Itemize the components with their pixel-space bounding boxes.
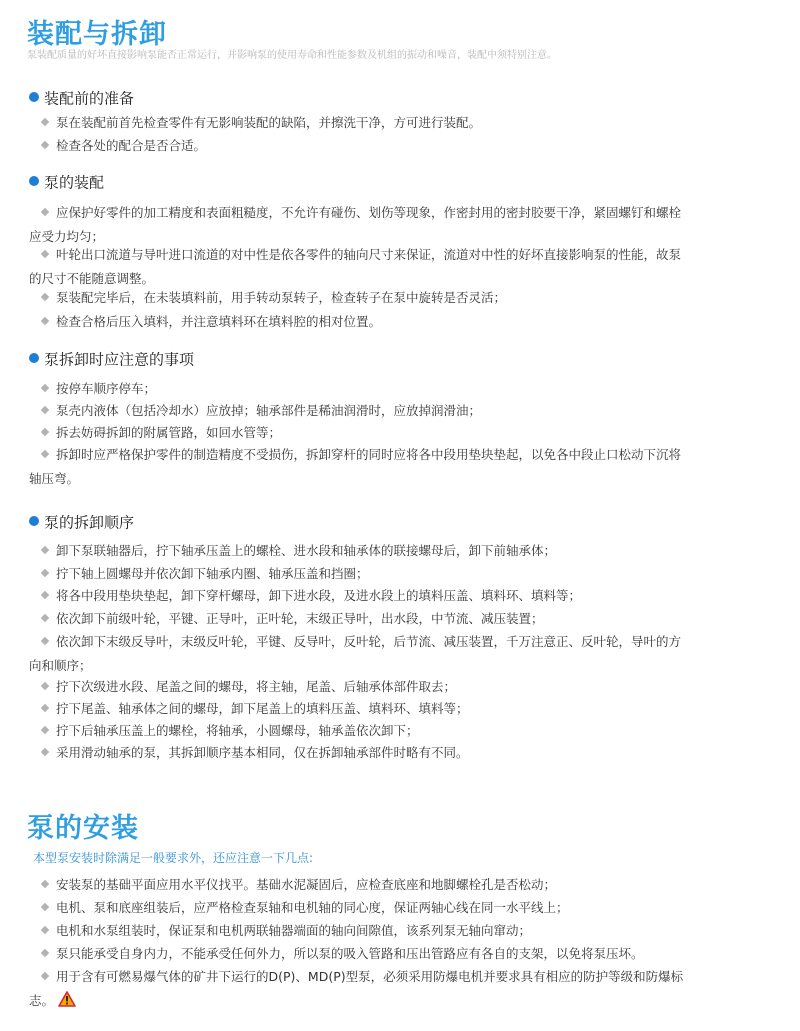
- list-item: 依次卸下前级叶轮，平键、正导叶，正叶轮，末级正导叶，出水段，中节流、减压装置；: [29, 607, 689, 631]
- assembly-title: 装配与拆卸: [27, 19, 167, 50]
- diamond-bullet-icon: [41, 704, 49, 712]
- diamond-bullet-icon: [41, 748, 49, 756]
- diamond-bullet-icon: [41, 614, 49, 622]
- assembly-subtitle: 泵装配质量的好坏直接影响泵能否正常运行，并影响泵的使用寿命和性能参数及机组的振动和噪音，装配中须特别注意。: [27, 50, 557, 61]
- diamond-bullet-icon: [41, 293, 49, 301]
- section-disassembly-order: [29, 510, 134, 534]
- list-item: 泵只能承受自身内力，不能承受任何外力，所以泵的吸入管路和压出管路应有各自的支架，以免将泵压坏。: [29, 942, 689, 966]
- list-item: 采用滑动轴承的泵，其拆卸顺序基本相同，仅在拆卸轴承部件时略有不同。: [29, 741, 689, 765]
- bullet-dot-icon: [29, 353, 39, 363]
- diamond-bullet-icon: [41, 118, 49, 126]
- bullet-dot-icon: [29, 516, 39, 526]
- list-item: 泵装配完毕后，在未装填料前，用手转动泵转子，检查转子在泵中旋转是否灵活；: [29, 286, 689, 310]
- list-item: 依次卸下末级反导叶，末级反叶轮，平键、反导叶，反叶轮，后节流、减压装置，千万注意正、反叶轮，导叶的方向和顺序；: [29, 634, 682, 673]
- diamond-bullet-icon: [41, 682, 49, 690]
- diamond-bullet-icon: [41, 384, 49, 392]
- list-item: 将各中段用垫块垫起，卸下穿杆螺母，卸下进水段，及进水段上的填料压盖、填料环、填料等；: [29, 584, 689, 608]
- diamond-bullet-icon: [41, 569, 49, 577]
- diamond-bullet-icon: [41, 546, 49, 554]
- list-item: 检查合格后压入填料，并注意填料环在填料腔的相对位置。: [29, 310, 689, 334]
- diamond-bullet-icon: [41, 317, 49, 325]
- section-title: 泵的拆卸顺序: [44, 513, 135, 532]
- list-item: 拧下次级进水段、尾盖之间的螺母，将主轴，尾盖、后轴承体部件取去；: [29, 675, 689, 699]
- section-disassembly-notes: [29, 347, 194, 371]
- diamond-bullet-icon: [41, 903, 49, 911]
- section-title: 装配前的准备: [44, 89, 135, 108]
- list-item: 拧下轴上圆螺母并依次卸下轴承内圈、轴承压盖和挡圈；: [29, 562, 689, 586]
- diamond-bullet-icon: [41, 949, 49, 957]
- list-item: 拧下后轴承压盖上的螺栓，将轴承，小圆螺母，轴承盖依次卸下；: [29, 719, 689, 743]
- diamond-bullet-icon: [41, 726, 49, 734]
- list-item: 泵在装配前首先检查零件有无影响装配的缺陷，并擦洗干净，方可进行装配。: [29, 111, 689, 135]
- list-item: 按停车顺序停车；: [29, 377, 689, 401]
- list-item: 拧下尾盖、轴承体之间的螺母，卸下尾盖上的填料压盖、填料环、填料等；: [29, 697, 689, 721]
- diamond-bullet-icon: [41, 880, 49, 888]
- diamond-bullet-icon: [41, 406, 49, 414]
- installation-title: 泵的安装: [27, 813, 139, 844]
- diamond-bullet-icon: [41, 637, 49, 645]
- diamond-bullet-icon: [41, 972, 49, 980]
- list-item: 拆去妨碍拆卸的附属管路，如回水管等；: [29, 421, 689, 445]
- installation-subtitle: 本型泵安装时除满足一般要求外，还应注意一下几点:: [33, 851, 314, 865]
- list-item: 检查各处的配合是否合适。: [29, 134, 689, 158]
- list-item: 用于含有可燃易爆气体的矿井下运行的D(P)、MD(P)型泵，必须采用防爆电机并要求具有相应的防护等级和防爆标志。: [29, 965, 689, 1014]
- list-item: 电机和水泵组装时，保证泵和电机两联轴器端面的轴向间隙值，该系列泵无轴向窜动；: [29, 919, 689, 943]
- list-item: 泵壳内液体（包括冷却水）应放掉；轴承部件是稀油润滑时，应放掉润滑油；: [29, 399, 689, 423]
- bullet-dot-icon: [29, 92, 39, 102]
- list-item: 叶轮出口流道与导叶进口流道的对中性是依各零件的轴向尺寸来保证，流道对中性的好坏直接影响泵的性能，故泵的尺寸不能随意调整。: [29, 247, 682, 286]
- list-item: 安装泵的基础平面应用水平仪找平。基础水泥凝固后，应检查底座和地脚螺栓孔是否松动；: [29, 873, 689, 897]
- diamond-bullet-icon: [41, 428, 49, 436]
- section-assembly: [29, 170, 104, 194]
- diamond-bullet-icon: [41, 926, 49, 934]
- list-item: 应保护好零件的加工精度和表面粗糙度，不允许有碰伤、划伤等现象，作密封用的密封胶要干净，紧固螺钉和螺栓应受力均匀；: [29, 205, 682, 244]
- list-item: 电机、泵和底座组装后，应严格检查泵轴和电机轴的同心度，保证两轴心线在同一水平线上；: [29, 896, 689, 920]
- diamond-bullet-icon: [41, 591, 49, 599]
- list-item: 拆卸时应严格保护零件的制造精度不受损伤，拆卸穿杆的同时应将各中段用垫块垫起，以免各中段止口松动下沉将轴压弯。: [29, 447, 682, 486]
- list-item: 卸下泵联轴器后，拧下轴承压盖上的螺栓、进水段和轴承体的联接螺母后，卸下前轴承体；: [29, 539, 689, 563]
- section-pre-assembly: [29, 86, 134, 110]
- section-title: 泵的装配: [44, 173, 105, 192]
- diamond-bullet-icon: [41, 208, 49, 216]
- warning-triangle-icon: [58, 991, 76, 1015]
- section-title: 泵拆卸时应注意的事项: [44, 350, 195, 369]
- diamond-bullet-icon: [41, 450, 49, 458]
- bullet-dot-icon: [29, 176, 39, 186]
- diamond-bullet-icon: [41, 250, 49, 258]
- diamond-bullet-icon: [41, 141, 49, 149]
